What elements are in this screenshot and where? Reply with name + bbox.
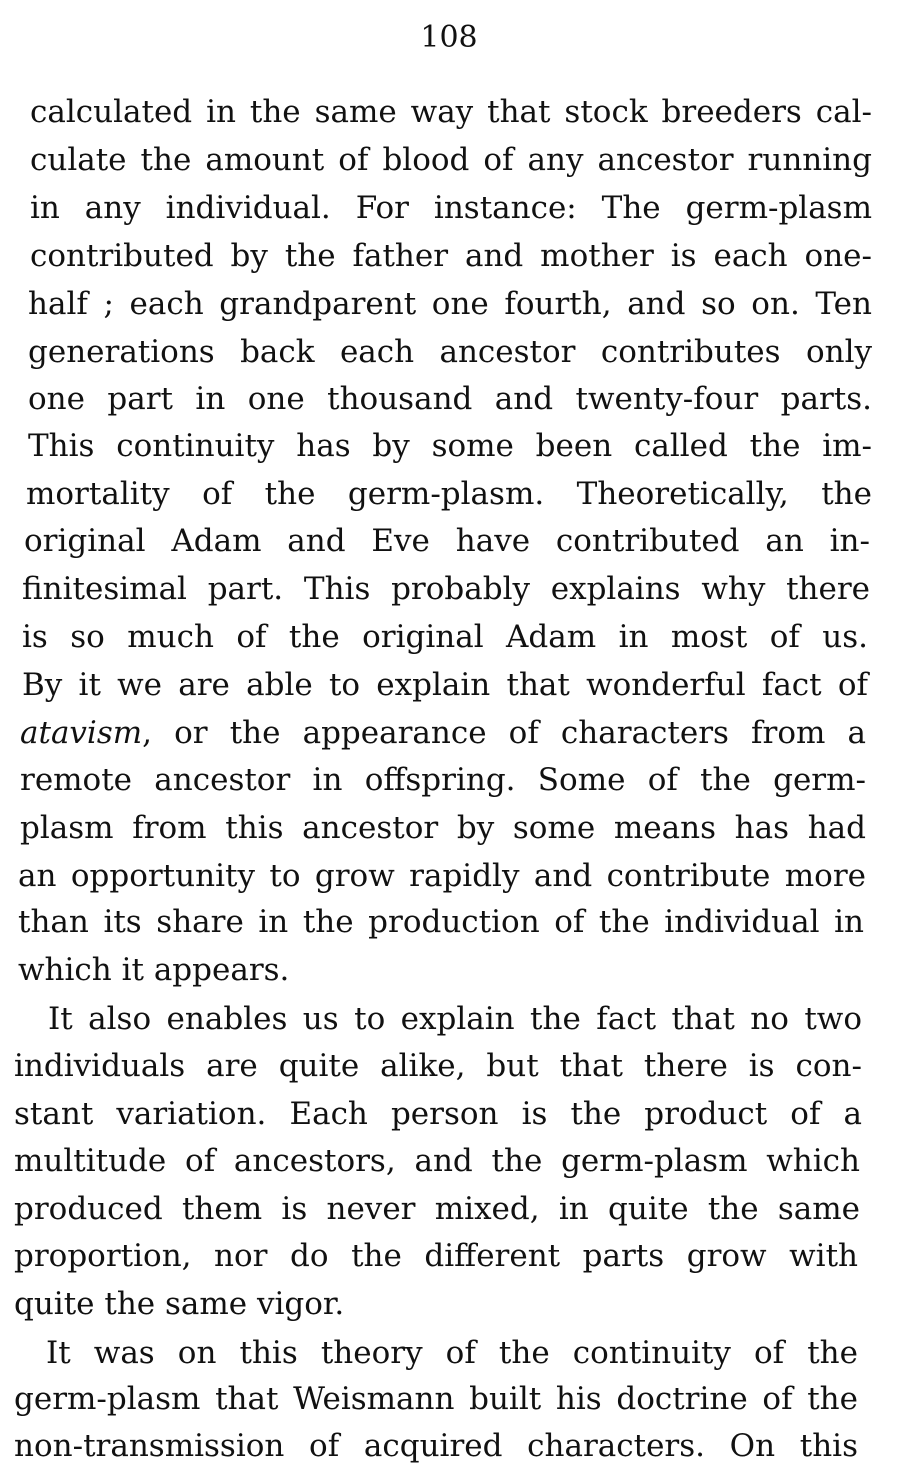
text-segment: culate the amount of blood of any ancestor running [30,142,872,178]
text-segment: which it appears. [18,952,290,988]
text-segment: multitude of ancestors, and the germ-plasm which [14,1143,860,1179]
text-segment: in any individual. For instance: The germ-plasm [30,190,872,226]
text-line [30,140,872,180]
text-line [30,188,872,228]
text-line [18,902,864,942]
text-line [26,474,872,514]
text-segment: By it we are able to explain that wonderful fact of [22,667,868,703]
text-segment: is so much of the original Adam in most of us. [22,619,868,655]
text-line [18,950,864,990]
text-line [46,1333,858,1373]
text-segment: germ-plasm that Weismann built his doctrine of the [14,1381,858,1417]
text-line [14,1426,858,1466]
text-segment: stant variation. Each person is the product of a [14,1096,862,1132]
text-line [22,617,868,657]
text-line [28,284,872,324]
text-line [20,760,866,800]
text-segment: generations back each ancestor contributes only [28,334,872,370]
text-segment: half ; each grandparent one fourth, and so on. Ten [28,286,872,322]
text-segment: one part in one thousand and twenty-four parts. [28,381,872,417]
text-segment: original Adam and Eve have contributed an in- [24,523,870,559]
text-line [14,1046,862,1086]
text-line [22,665,868,705]
text-line [28,332,872,372]
text-segment: remote ancestor in offspring. Some of the germ- [20,762,866,798]
text-line [14,1189,860,1229]
text-segment: finitesimal part. This probably explains why there [22,571,870,607]
text-segment: plasm from this ancestor by some means has had [20,810,866,846]
text-segment: individuals are quite alike, but that there is con- [14,1048,862,1084]
text-segment: quite the same vigor. [14,1286,345,1322]
text-line [20,713,866,753]
text-segment: mortality of the germ-plasm. Theoretically, the [26,476,872,512]
text-segment: non-transmission of acquired characters. On this [14,1428,858,1464]
text-line [18,856,866,896]
italic-term: atavism [20,715,143,751]
text-line [28,426,872,466]
text-line [48,999,862,1039]
text-segment: produced them is never mixed, in quite the same [14,1191,860,1227]
text-line [14,1236,858,1276]
text-segment: It was on this theory of the continuity of the [46,1335,858,1371]
text-segment: It also enables us to explain the fact that no two [48,1001,862,1037]
text-segment: an opportunity to grow rapidly and contribute more [18,858,866,894]
text-line [14,1284,858,1324]
text-line [14,1379,858,1419]
page-number: 108 [420,20,478,55]
text-segment: This continuity has by some been called the im- [28,428,872,464]
text-line [22,569,870,609]
text-segment: than its share in the production of the individual in [18,904,864,940]
text-line [28,379,872,419]
text-segment: , or the appearance of characters from a [142,715,866,751]
text-line [24,521,870,561]
text-segment: contributed by the father and mother is each one- [30,238,872,274]
text-line [20,808,866,848]
text-line [14,1094,862,1134]
text-line [14,1141,860,1181]
text-line [30,92,872,132]
text-segment: calculated in the same way that stock breeders cal- [30,94,872,130]
text-segment: proportion, nor do the different parts grow with [14,1238,858,1274]
text-line [30,236,872,276]
